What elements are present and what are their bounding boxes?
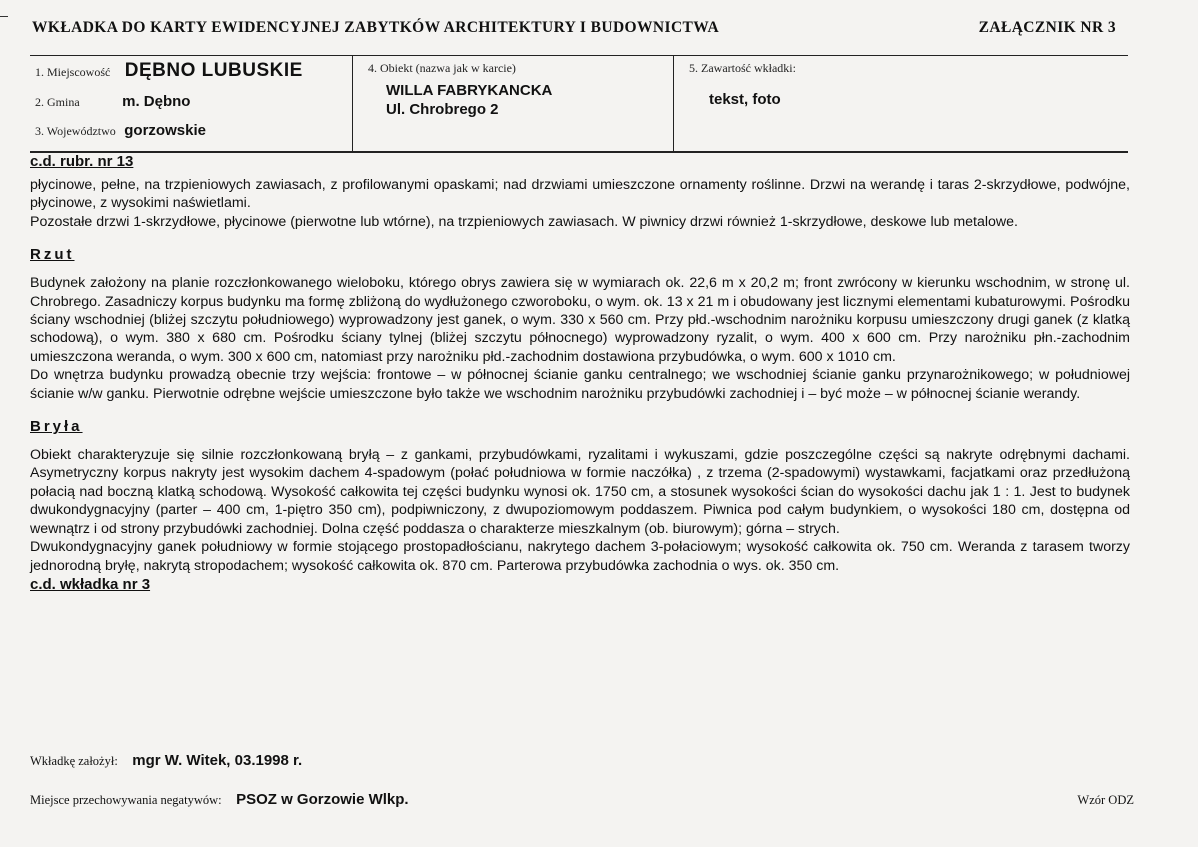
continuation-paragraph-1: płycinowe, pełne, na trzpieniowych zawiasach, z profilowanymi opaskami; nad drzwiami umieszczone ornamenty roślinne. Drzwi na werandę i taras 2-skrzydłowe, podwójne, płycinowe, z wysokimi naświetlami.	[30, 177, 1130, 212]
author-value: mgr W. Witek, 03.1998 r.	[132, 752, 303, 769]
metadata-table	[30, 55, 1128, 153]
rzut-paragraph-1: Budynek założony na planie rozczłonkowanego wieloboku, którego obrys zawiera się w wymiarach ok. 22,6 m x 20,2 m; front zwrócony w kierunku wschodnim, w stronę ul. Chrobrego. Zasadniczy korpus budynku ma formę zbliżoną do wydłużonego czworoboku, o wym. ok. 13 x 21 m i obudowany jest licznymi elementami kubaturowymi. Pośrodku ściany wschodniej (bliżej szczytu południowego) wyprowadzony jest ganek, o wym. 330 x 560 cm. Przy płd.-wschodnim narożniku korpusu umieszczony drugi ganek (z klatką schodową), o wym. 380 x 680 cm. Pośrodku ściany tylnej (bliżej szczytu północnego) wyprowadzony ryzalit, o wym. 400 x 600 cm. Przy narożniku płn.-zachodnim umieszczona weranda, o wym. 300 x 600 cm, natomiast przy narożniku płd.-zachodnim dostawiona przybudówka, o wym. 600 x 1010 cm.	[30, 275, 1130, 365]
object-column	[352, 56, 673, 151]
contents-label: 5. Zawartość wkładki:	[689, 61, 796, 75]
contents-column	[673, 56, 1128, 151]
template-mark: Wzór ODZ	[1077, 793, 1134, 807]
rzut-heading: Rzut	[30, 246, 75, 264]
negatives-value: PSOZ w Gorzowie Wlkp.	[236, 791, 409, 808]
voivodeship-row	[35, 122, 206, 140]
negatives-row	[30, 791, 409, 809]
author-label: Wkładkę założył:	[30, 754, 118, 768]
document-title: WKŁADKA DO KARTY EWIDENCYJNEJ ZABYTKÓW ARCHITEKTURY I BUDOWNICTWA	[32, 19, 720, 36]
object-label: 4. Obiekt (nazwa jak w karcie)	[368, 61, 516, 75]
rzut-paragraph-2: Do wnętrza budynku prowadzą obecnie trzy wejścia: frontowe – w północnej ścianie ganku centralnego; we wschodniej ścianie ganku przynarożnikowego; w południowej ścianie w/w ganku. Pierwotnie odrębne wejście umieszczone było także we wschodnim narożniku przybudówki zachodniej i – być może – w północnej ścianie werandy.	[30, 367, 1130, 402]
continuation-heading: c.d. rubr. nr 13	[30, 153, 134, 170]
place-row	[35, 60, 303, 82]
commune-row	[35, 93, 190, 111]
place-value: DĘBNO LUBUSKIE	[124, 60, 303, 81]
bryla-paragraph-1: Obiekt charakteryzuje się silnie rozczłonkowaną bryłą – z gankami, przybudówkami, ryzalitami i wykuszami, gdzie poszczególne części są nakryte odrębnymi dachami. Asymetryczny korpus nakryty jest wysokim dachem 4-spadowym (połać południowa w formie naczółka) , z trzema (2-spadowymi) wystawkami, facjatkami oraz przedłużoną połacią nad boczną klatką schodową. Wysokość całkowita tej części budynku wynosi ok. 1750 cm, a stosunek wysokości ścian do wysokości dachu jak 1 : 1. Jest to budynek dwukondygnacyjny (parter – 400 cm, 1-piętro 350 cm), podpiwniczony, z dwupoziomowym poddaszem. Piwnica pod całym budynkiem, o wysokości 180 cm, dostępna od wewnątrz i od strony przybudówki zachodniej. Dolna część poddasza o charakterze mieszkalnym (ob. biurowym); górna – strych.	[30, 447, 1130, 537]
object-description	[386, 81, 552, 119]
bryla-paragraph-2: Dwukondygnacyjny ganek południowy w formie stojącego prostopadłościanu, nakrytego dachem 3-połaciowym; wysokość całkowita ok. 750 cm. Weranda z tarasem tworzy jednorodną bryłę, nakrytą stropodachem; wysokość całkowita ok. 870 cm. Parterowa przybudówka zachodnia o wys. ok. 350 cm.	[30, 539, 1130, 574]
commune-value: m. Dębno	[122, 93, 191, 110]
voivodeship-label: 3. Województwo	[35, 124, 116, 138]
next-insert-heading: c.d. wkładka nr 3	[30, 575, 151, 593]
contents-value: tekst, foto	[709, 91, 781, 108]
voivodeship-value: gorzowskie	[124, 122, 206, 139]
place-label: 1. Miejscowość	[35, 65, 111, 79]
main-text	[30, 152, 1130, 595]
negatives-label: Miejsce przechowywania negatywów:	[30, 793, 222, 807]
corner-mark	[0, 16, 8, 17]
location-column	[30, 56, 352, 151]
commune-label: 2. Gmina	[35, 95, 80, 109]
annex-number: ZAŁĄCZNIK NR 3	[978, 19, 1116, 36]
bryla-heading: Bryła	[30, 418, 83, 436]
object-address: Ul. Chrobrego 2	[386, 101, 499, 118]
continuation-paragraph-2: Pozostałe drzwi 1-skrzydłowe, płycinowe (pierwotne lub wtórne), na trzpieniowych zawiasach. W piwnicy drzwi również 1-skrzydłowe, deskowe lub metalowe.	[30, 213, 1018, 230]
object-name: WILLA FABRYKANCKA	[386, 82, 553, 99]
author-row	[30, 752, 302, 770]
